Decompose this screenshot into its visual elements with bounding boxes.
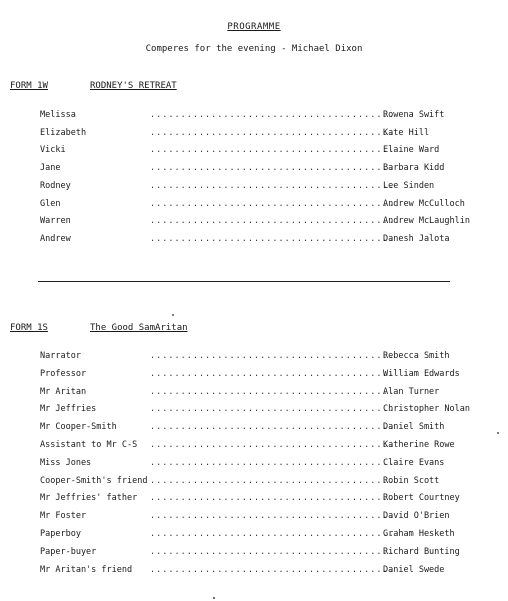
- cast-role: Andrew: [40, 233, 71, 244]
- cast-actor: Claire Evans: [383, 457, 445, 468]
- cast-row: [0, 404, 508, 418]
- cast-actor: Robin Scott: [383, 475, 440, 486]
- form2-heading: [10, 323, 188, 333]
- cast-row: [0, 511, 508, 525]
- cast-row: [0, 163, 508, 177]
- cast-role: Glen: [40, 198, 61, 209]
- cast-actor: Elaine Ward: [383, 145, 440, 156]
- cast-role: Mr Foster: [40, 511, 87, 522]
- cast-actor: William Edwards: [383, 368, 460, 379]
- form1-label: FORM 1W: [10, 81, 48, 91]
- cast-actor: Kate Hill: [383, 127, 430, 138]
- cast-actor: Graham Hesketh: [383, 529, 455, 539]
- cast-row: [0, 110, 508, 124]
- cast-actor: Rebecca Smith: [383, 351, 450, 361]
- dot-leader: ........................................: [150, 511, 395, 522]
- cast-role: Cooper-Smith's friend: [40, 475, 148, 486]
- dot-leader: ........................................: [150, 368, 395, 379]
- cast-actor: Rowena Swift: [383, 110, 445, 120]
- compere-line: Comperes for the evening - Michael Dixon: [145, 44, 363, 54]
- cast-role: Mr Aritan: [40, 386, 87, 397]
- cast-actor: David O'Brien: [383, 511, 450, 522]
- cast-row: [0, 387, 508, 401]
- dot-leader: ........................................: [150, 475, 395, 486]
- cast-row: [0, 369, 508, 383]
- cast-actor: Christopher Nolan: [383, 404, 470, 415]
- cast-role: Elizabeth: [40, 127, 87, 138]
- cast-role: Vicki: [40, 145, 66, 156]
- cast-role: Warren: [40, 216, 71, 227]
- scan-speck: [213, 597, 215, 599]
- cast-row: [0, 493, 508, 507]
- cast-role: Narrator: [40, 351, 81, 361]
- scan-speck: [497, 432, 499, 434]
- dot-leader: ........................................: [150, 127, 395, 138]
- cast-actor: Lee Sinden: [383, 180, 435, 191]
- cast-row: [0, 128, 508, 142]
- cast-row: [0, 547, 508, 561]
- programme-title: PROGRAMME: [227, 22, 281, 32]
- cast-role: Mr Cooper-Smith: [40, 422, 117, 433]
- form1-heading: [10, 81, 177, 91]
- cast-role: Rodney: [40, 180, 71, 191]
- cast-actor: Andrew McLaughlin: [383, 216, 470, 227]
- dot-leader: ........................................: [150, 440, 395, 450]
- form2-label: FORM 1S: [10, 323, 48, 333]
- dot-leader: ........................................: [150, 351, 395, 361]
- dot-leader: ........................................: [150, 145, 395, 156]
- dot-leader: ........................................: [150, 493, 395, 504]
- cast-role: Paper-buyer: [40, 546, 97, 557]
- dot-leader: ........................................: [150, 233, 395, 244]
- cast-row: [0, 440, 508, 454]
- section-divider: [38, 281, 450, 282]
- cast-row: [0, 199, 508, 213]
- dot-leader: ........................................: [150, 198, 395, 209]
- cast-role: Jane: [40, 163, 61, 174]
- cast-role: Assistant to Mr C-S: [40, 440, 138, 450]
- dot-leader: ........................................: [150, 163, 395, 174]
- cast-role: Mr Jeffries' father: [40, 493, 138, 504]
- cast-row: [0, 529, 508, 543]
- cast-role: Professor: [40, 368, 87, 379]
- cast-role: Melissa: [40, 110, 76, 120]
- cast-row: [0, 422, 508, 436]
- dot-leader: ........................................: [150, 422, 395, 433]
- cast-actor: Andrew McCulloch: [383, 198, 465, 209]
- dot-leader: ........................................: [150, 529, 395, 539]
- dot-leader: ........................................: [150, 386, 395, 397]
- cast-role: Mr Aritan's friend: [40, 564, 133, 575]
- scan-speck: [172, 314, 174, 316]
- cast-role: Mr Jeffries: [40, 404, 97, 415]
- cast-actor: Robert Courtney: [383, 493, 460, 504]
- cast-row: [0, 216, 508, 230]
- dot-leader: ........................................: [150, 180, 395, 191]
- cast-row: [0, 458, 508, 472]
- dot-leader: ........................................: [150, 216, 395, 227]
- dot-leader: ........................................: [150, 564, 395, 575]
- cast-row: [0, 181, 508, 195]
- cast-actor: Richard Bunting: [383, 546, 460, 557]
- cast-row: [0, 234, 508, 248]
- dot-leader: ........................................: [150, 404, 395, 415]
- dot-leader: ........................................: [150, 546, 395, 557]
- form2-play-title: The Good SamAritan: [90, 323, 188, 333]
- cast-row: [0, 476, 508, 490]
- cast-row: [0, 351, 508, 365]
- cast-row: [0, 145, 508, 159]
- form1-play-title: RODNEY'S RETREAT: [90, 81, 177, 91]
- dot-leader: ........................................: [150, 457, 395, 468]
- cast-role: Paperboy: [40, 529, 81, 539]
- dot-leader: ........................................: [150, 110, 395, 120]
- cast-actor: Daniel Swede: [383, 564, 445, 575]
- cast-actor: Alan Turner: [383, 386, 440, 397]
- cast-row: [0, 565, 508, 579]
- cast-role: Miss Jones: [40, 457, 92, 468]
- cast-actor: Barbara Kidd: [383, 163, 445, 174]
- cast-actor: Danesh Jalota: [383, 233, 450, 244]
- cast-actor: Katherine Rowe: [383, 440, 455, 450]
- cast-actor: Daniel Smith: [383, 422, 445, 433]
